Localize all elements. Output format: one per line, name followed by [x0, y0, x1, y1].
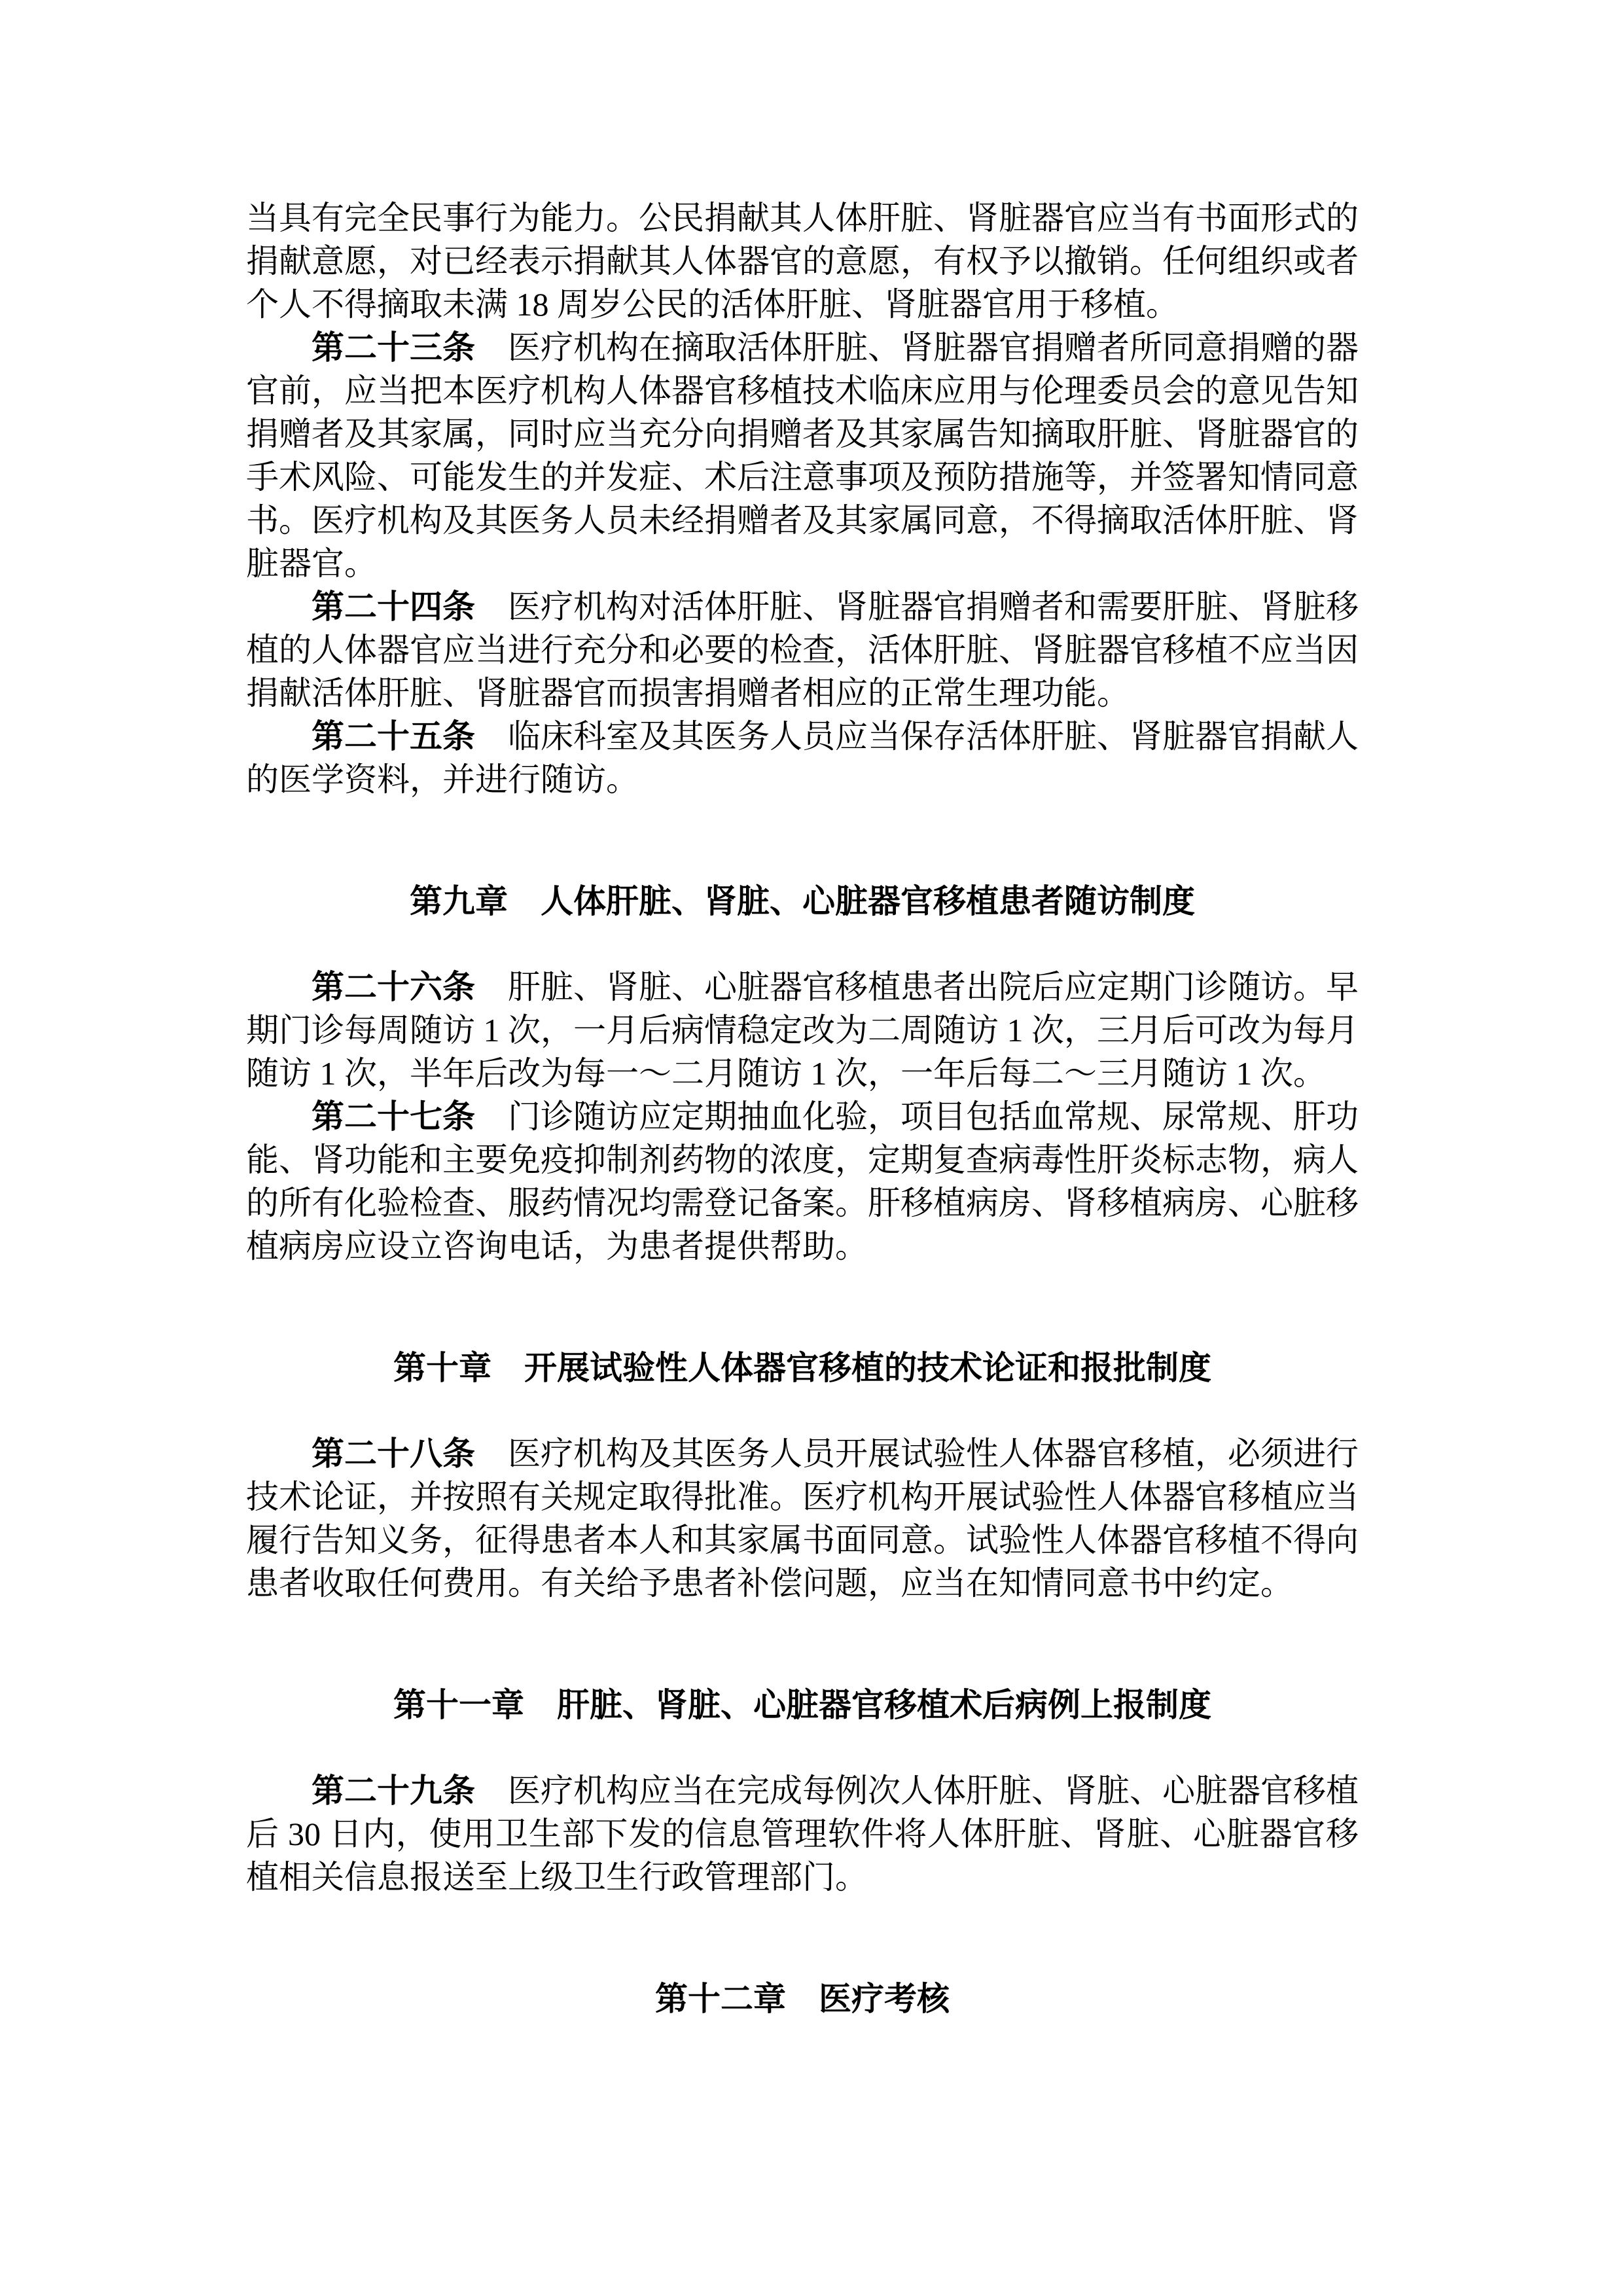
article-29 — [246, 1769, 1359, 1899]
document-content — [246, 196, 1359, 2020]
article-text: 门诊随访应定期抽血化验，项目包括血常规、尿常规、肝功能、肾功能和主要免疫抑制剂药物的浓度，定期复查病毒性肝炎标志物，病人的所有化验检查、服药情况均需登记备案。肝移植病房、肾移植病房、心脏移植病房应设立咨询电话，为患者提供帮助。 — [246, 1098, 1359, 1265]
article-text: 肝脏、肾脏、心脏器官移植患者出院后应定期门诊随访。早期门诊每周随访 1 次，一月后病情稳定改为二周随访 1 次，三月后可改为每月随访 1 次，半年后改为每一～二月随访 1 次，一年后每二～三月随访 1 次。 — [246, 969, 1359, 1092]
article-number: 第二十三条 — [312, 329, 475, 366]
article-27 — [246, 1095, 1359, 1268]
chapter-9-heading: 第九章 人体肝脏、肾脏、心脏器官移植患者随访制度 — [410, 883, 1195, 920]
article-text: 临床科室及其医务人员应当保存活体肝脏、肾脏器官捐献人的医学资料，并进行随访。 — [246, 718, 1359, 798]
article-26 — [246, 965, 1359, 1095]
article-text: 医疗机构及其医务人员开展试验性人体器官移植，必须进行技术论证，并按照有关规定取得批准。医疗机构开展试验性人体器官移植应当履行告知义务，征得患者本人和其家属书面同意。试验性人体器官移植不得向患者收取任何费用。有关给予患者补偿问题，应当在知情同意书中约定。 — [246, 1435, 1359, 1602]
paragraph-text: 当具有完全民事行为能力。公民捐献其人体肝脏、肾脏器官应当有书面形式的捐献意愿，对已经表示捐献其人体器官的意愿，有权予以撤销。任何组织或者个人不得摘取未满 18 周岁公民的活体肝脏、肾脏器官用于移植。 — [246, 200, 1359, 323]
article-23 — [246, 326, 1359, 585]
paragraph-continuation — [246, 196, 1359, 326]
article-number: 第二十九条 — [312, 1772, 475, 1809]
chapter-11-heading: 第十一章 肝脏、肾脏、心脏器官移植术后病例上报制度 — [393, 1687, 1211, 1723]
article-text: 医疗机构在摘取活体肝脏、肾脏器官捐赠者所同意捐赠的器官前，应当把本医疗机构人体器官移植技术临床应用与伦理委员会的意见告知捐赠者及其家属，同时应当充分向捐赠者及其家属告知摘取肝脏、肾脏器官的手术风险、可能发生的并发症、术后注意事项及预防措施等，并签署知情同意书。医疗机构及其医务人员未经捐赠者及其家属同意，不得摘取活体肝脏、肾脏器官。 — [246, 329, 1359, 582]
article-number: 第二十五条 — [312, 718, 475, 755]
article-number: 第二十八条 — [312, 1435, 475, 1472]
article-text: 医疗机构应当在完成每例次人体肝脏、肾脏、心脏器官移植后 30 日内，使用卫生部下发的信息管理软件将人体肝脏、肾脏、心脏器官移植相关信息报送至上级卫生行政管理部门。 — [246, 1772, 1359, 1895]
chapter-12-heading: 第十二章 医疗考核 — [655, 1981, 950, 2017]
article-24 — [246, 585, 1359, 715]
article-number: 第二十七条 — [312, 1098, 475, 1135]
chapter-10-heading: 第十章 开展试验性人体器官移植的技术论证和报批制度 — [393, 1350, 1211, 1386]
article-28 — [246, 1432, 1359, 1605]
article-25 — [246, 715, 1359, 801]
article-text: 医疗机构对活体肝脏、肾脏器官捐赠者和需要肝脏、肾脏移植的人体器官应当进行充分和必要的检查，活体肝脏、肾脏器官移植不应当因捐献活体肝脏、肾脏器官而损害捐赠者相应的正常生理功能。 — [246, 588, 1359, 711]
article-number: 第二十六条 — [312, 969, 475, 1005]
article-number: 第二十四条 — [312, 588, 475, 625]
